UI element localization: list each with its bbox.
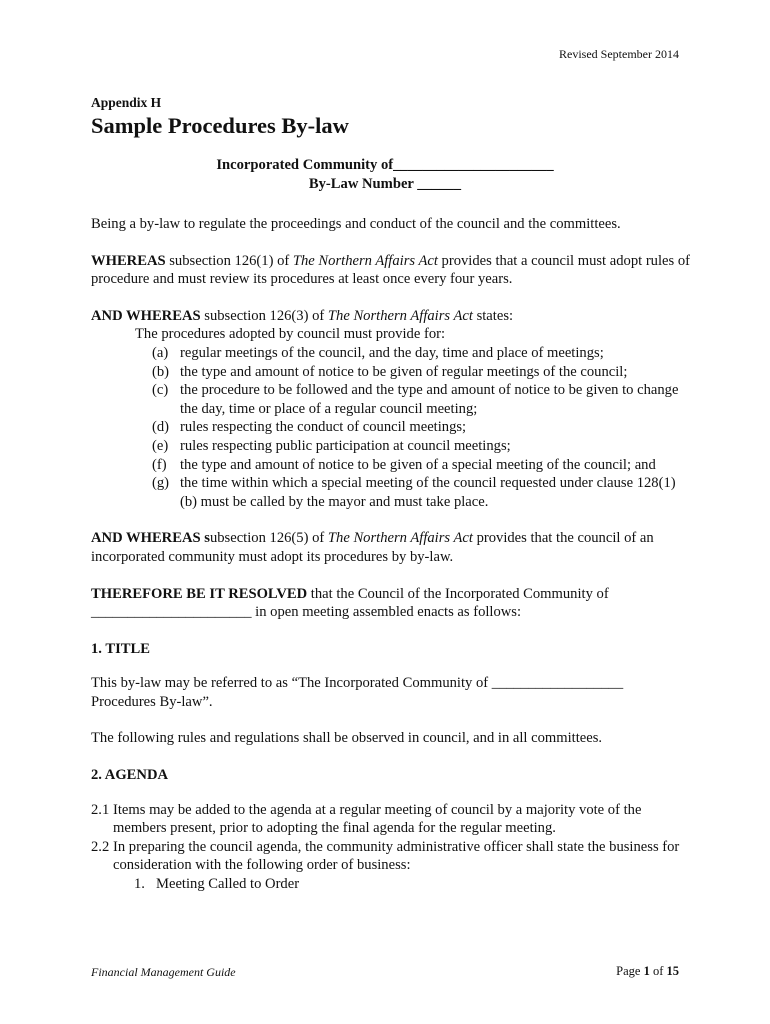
document-body xyxy=(91,215,691,894)
revised-date: Revised September 2014 xyxy=(559,47,679,61)
rules-paragraph: The following rules and regulations shall be observed in council, and in all committees. xyxy=(91,730,603,747)
whereas-paragraph-3: AND WHEREAS subsection 126(5) of The Northern Affairs Act provides that the council of an incorporated community must adopt its procedures by by-law. xyxy=(91,530,654,565)
whereas-paragraph-2: AND WHEREAS subsection 126(3) of The Northern Affairs Act states: The procedures adopted by council must provide for: (a) regular meetings of the council, and the day, time and place of meetings; (b) the type and amount of notice to be given of regular meetings of the council; (c) the procedure to be followed and the type and amount of notice to be given to change the day, time or place of a regular council meeting; (d) rules respecting the conduct of council meetings; (e) rules respecting public participation at council meetings; (f) the type and amount of notice to be given of a special meeting of the council; and (g) the time within which a special meeting of the council requested under clause 128(1)(b) must be called by the mayor and must take place. xyxy=(91,307,691,512)
footer-page-number: Page 1 of 15 xyxy=(616,964,679,978)
title-paragraph: This by-law may be referred to as “The Incorporated Community of __________________ Procedures By-law”. xyxy=(91,675,624,710)
agenda-item: 2.1 Items may be added to the agenda at a regular meeting of council by a majority vote of the members present, prior to adopting the final agenda for the regular meeting. xyxy=(91,801,642,837)
section-heading-title: 1. TITLE xyxy=(91,640,150,657)
list-item: (a) regular meetings of the council, and the day, time and place of meetings; xyxy=(152,344,604,361)
list-item: (d) rules respecting the conduct of council meetings; xyxy=(152,419,467,436)
community-line: Incorporated Community of______________________ xyxy=(216,157,554,173)
bylaw-number-line: By-Law Number ______ xyxy=(308,176,462,192)
intro-paragraph: Being a by-law to regulate the proceedings and conduct of the council and the committees. xyxy=(91,216,621,232)
appendix-label: Appendix H xyxy=(91,95,162,110)
list-item: (b) the type and amount of notice to be given of regular meetings of the council; xyxy=(152,363,628,380)
list-item: (c) the procedure to be followed and the type and amount of notice to be given to change the day, time or place of a regular council meeting; xyxy=(152,382,679,417)
agenda-item: 2.2 In preparing the council agenda, the community administrative officer shall state the business for consideration with the following order of business: xyxy=(91,838,680,874)
page-title: Sample Procedures By-law xyxy=(91,113,349,138)
list-item: (e) rules respecting public participation at council meetings; xyxy=(152,437,511,454)
procedures-list xyxy=(91,344,691,511)
order-of-business-list xyxy=(91,875,691,894)
list-item: 1. Meeting Called to Order xyxy=(134,876,300,893)
resolved-paragraph: THEREFORE BE IT RESOLVED that the Council of the Incorporated Community of ______________________ in open meeting assembled enacts as follows: xyxy=(91,585,609,621)
section-heading-agenda: 2. AGENDA xyxy=(91,767,169,784)
procedures-intro: The procedures adopted by council must provide for: xyxy=(135,326,446,343)
whereas-paragraph-1: WHEREAS subsection 126(1) of The Northern Affairs Act provides that a council must adopt rules of procedure and must review its procedures at least once every four years. xyxy=(91,252,690,288)
list-item: (g) the time within which a special meeting of the council requested under clause 128(1)(b) must be called by the mayor and must take place. xyxy=(152,475,676,510)
footer-guide-name: Financial Management Guide xyxy=(91,965,236,979)
list-item: (f) the type and amount of notice to be given of a special meeting of the council; and xyxy=(152,456,656,473)
